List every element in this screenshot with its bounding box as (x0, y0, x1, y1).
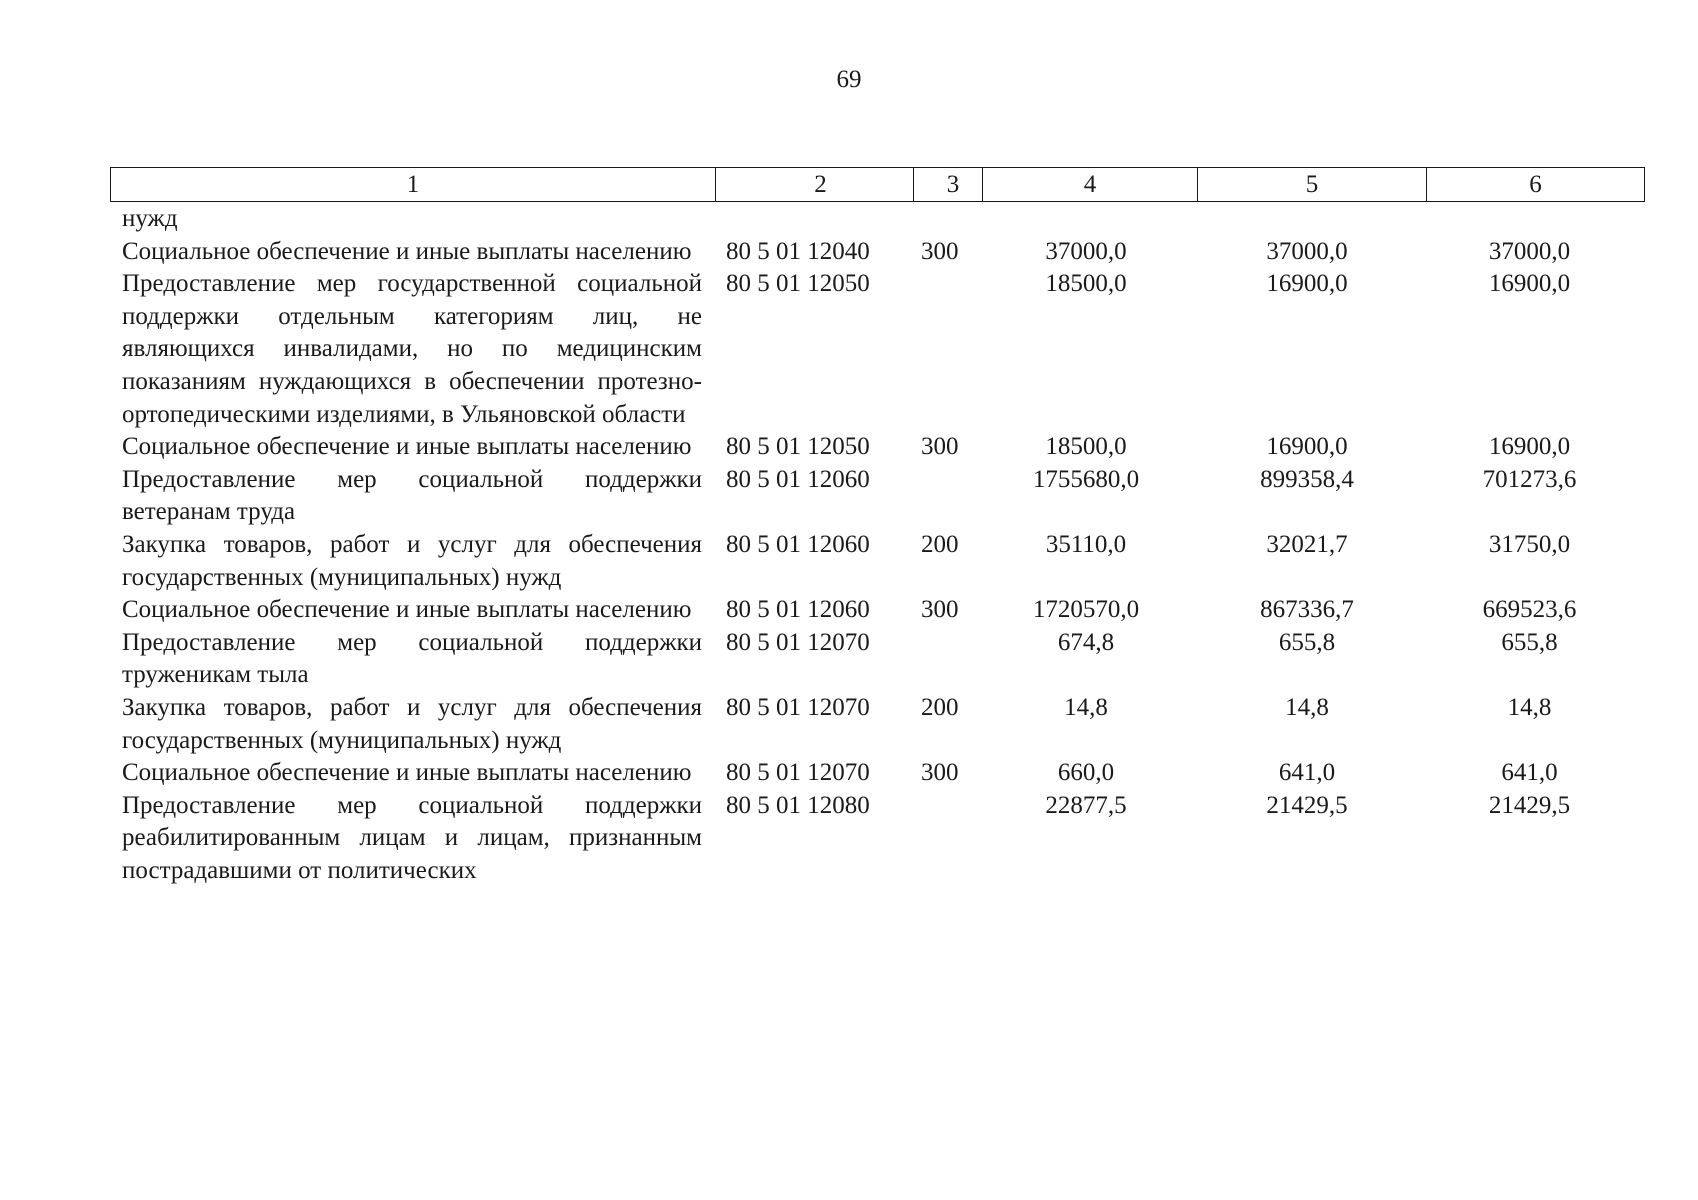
row-value-col-6: 641,0 (1501, 759, 1558, 787)
row-value-col-6: 669523,6 (1482, 596, 1577, 624)
table-row (110, 627, 1638, 692)
row-expense-type: 200 (921, 530, 959, 558)
row-name: Закупка товаров, работ и услуг для обеспечения государственных (муниципальных) нужд (122, 693, 702, 754)
table-row (110, 790, 1638, 888)
header-col-6: 6 (1427, 168, 1645, 202)
table-row (110, 692, 1638, 757)
row-value-col-6: 701273,6 (1482, 465, 1577, 493)
row-value-col-6: 16900,0 (1488, 433, 1571, 461)
header-col-1: 1 (111, 168, 716, 202)
row-code: 80 5 01 12050 (726, 270, 870, 298)
row-value-col-6: 655,8 (1501, 628, 1558, 656)
row-name: Предоставление мер социальной поддержки труженикам тыла (122, 628, 702, 689)
row-code: 80 5 01 12070 (726, 759, 870, 787)
budget-table (110, 203, 1638, 887)
row-value-col-4: 22877,5 (1045, 791, 1127, 819)
row-name: Социальное обеспечение и иные выплаты населению (122, 759, 692, 787)
row-name: Закупка товаров, работ и услуг для обеспечения государственных (муниципальных) нужд (122, 530, 702, 591)
row-value-col-5: 37000,0 (1266, 237, 1348, 265)
row-name: Предоставление мер социальной поддержки реабилитированным лицам и лицам, признанным пострадавшими от политических (122, 791, 702, 884)
continuation-row (110, 203, 1638, 236)
table-row (110, 268, 1638, 431)
row-code: 80 5 01 12040 (726, 237, 870, 265)
row-value-col-6: 37000,0 (1488, 237, 1571, 265)
row-code: 80 5 01 12060 (726, 530, 870, 558)
row-value-col-6: 31750,0 (1488, 530, 1571, 558)
row-code: 80 5 01 12070 (726, 693, 870, 721)
row-value-col-5: 21429,5 (1266, 791, 1348, 819)
row-value-col-5: 867336,7 (1260, 596, 1354, 624)
row-value-col-5: 899358,4 (1260, 465, 1354, 493)
row-value-col-4: 35110,0 (1045, 530, 1127, 558)
page-number: 69 (836, 66, 862, 93)
row-code: 80 5 01 12070 (726, 628, 870, 656)
table-row (110, 757, 1638, 790)
row-expense-type (911, 268, 979, 431)
row-expense-type (911, 790, 979, 888)
row-name: Предоставление мер государственной социальной поддержки отдельным категориям лиц, не являющихся инвалидами, но по медицинским показаниям нуждающихся в обеспечении протезно-ортопедическими изделиями, в Ульяновской области (122, 270, 702, 428)
row-value-col-5: 655,8 (1278, 628, 1336, 656)
header-col-4: 4 (983, 168, 1198, 202)
row-value-col-5: 14,8 (1285, 693, 1329, 721)
header-col-5: 5 (1198, 168, 1427, 202)
row-value-col-6: 21429,5 (1488, 791, 1571, 819)
header-row (111, 168, 1645, 202)
row-name: Социальное обеспечение и иные выплаты населению (122, 433, 692, 461)
row-value-col-4: 18500,0 (1045, 270, 1127, 298)
row-expense-type: 300 (921, 433, 959, 461)
row-value-col-6: 16900,0 (1488, 270, 1571, 298)
row-name: Предоставление мер социальной поддержки ветеранам труда (122, 465, 702, 526)
header-col-3: 3 (914, 168, 983, 202)
continuation-text: нужд (122, 205, 178, 232)
row-code: 80 5 01 12060 (726, 465, 870, 493)
row-value-col-5: 641,0 (1278, 759, 1336, 787)
row-value-col-5: 16900,0 (1266, 270, 1348, 298)
row-code: 80 5 01 12050 (726, 433, 870, 461)
row-name: Социальное обеспечение и иные выплаты населению (122, 596, 692, 624)
row-name: Социальное обеспечение и иные выплаты населению (122, 237, 692, 265)
row-value-col-4: 660,0 (1057, 759, 1115, 787)
row-value-col-4: 1720570,0 (1032, 596, 1140, 624)
row-value-col-5: 16900,0 (1266, 433, 1348, 461)
row-value-col-4: 37000,0 (1045, 237, 1127, 265)
table-row (110, 236, 1638, 269)
row-code: 80 5 01 12080 (726, 791, 870, 819)
row-expense-type: 200 (921, 693, 959, 721)
header-col-2: 2 (716, 168, 914, 202)
row-expense-type: 300 (921, 596, 959, 624)
row-value-col-6: 14,8 (1507, 693, 1552, 721)
table-row (110, 431, 1638, 464)
row-value-col-4: 18500,0 (1045, 433, 1127, 461)
row-expense-type: 300 (921, 759, 959, 787)
row-expense-type (911, 627, 979, 692)
table-row (110, 529, 1638, 594)
row-value-col-4: 1755680,0 (1032, 465, 1140, 493)
row-expense-type: 300 (921, 237, 959, 265)
table-row (110, 464, 1638, 529)
table-header (110, 167, 1645, 202)
row-value-col-4: 674,8 (1057, 628, 1115, 656)
row-value-col-5: 32021,7 (1266, 530, 1348, 558)
row-expense-type (911, 464, 979, 529)
table-row (110, 594, 1638, 627)
row-value-col-4: 14,8 (1064, 693, 1108, 721)
row-code: 80 5 01 12060 (726, 596, 870, 624)
